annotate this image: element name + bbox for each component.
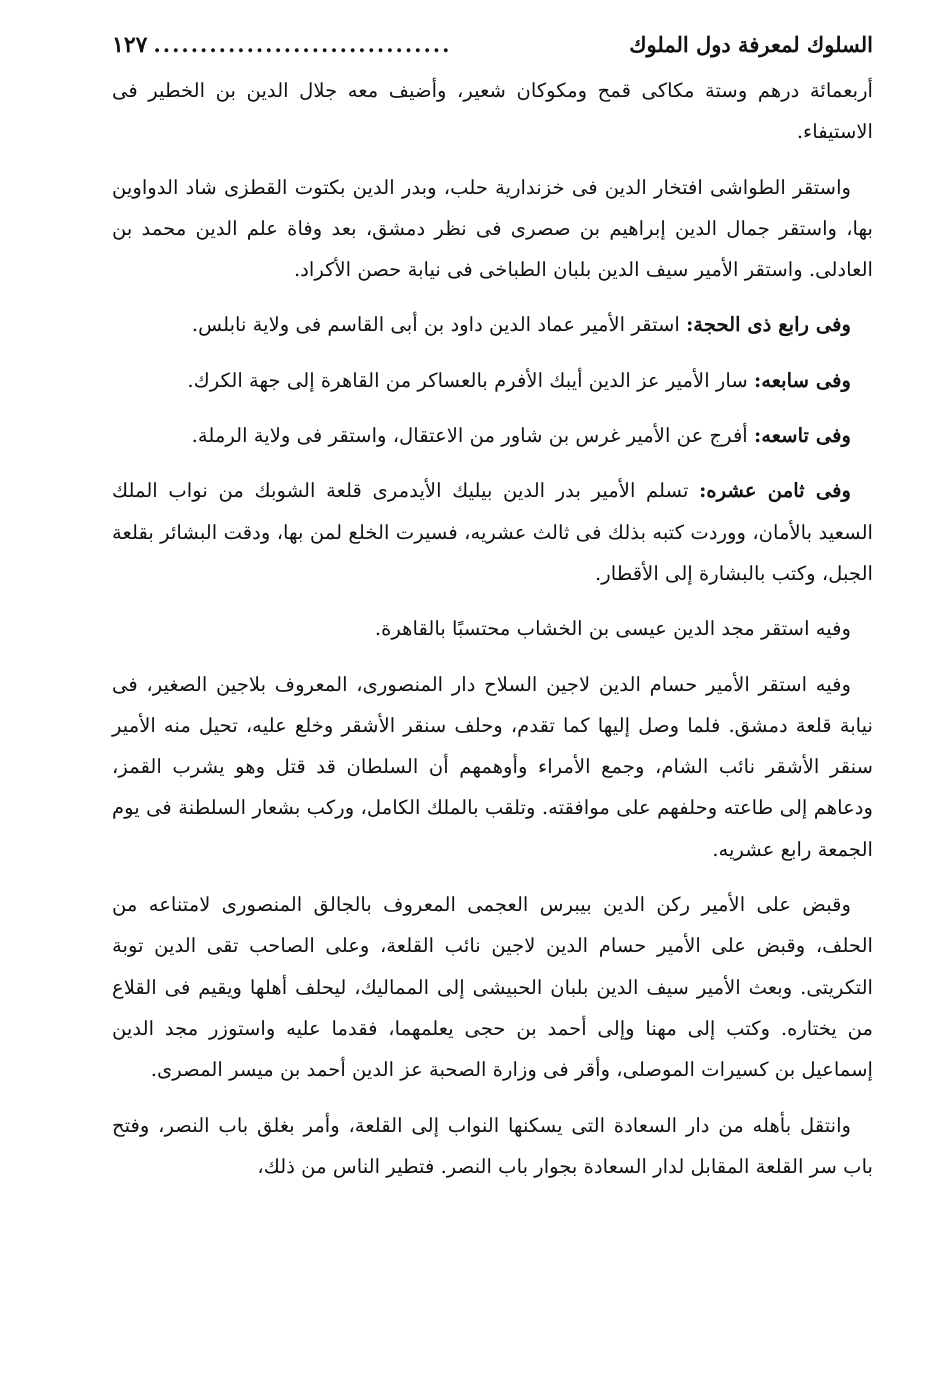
running-title: السلوك لمعرفة دول الملوك [629,32,873,57]
paragraph [112,167,873,291]
paragraph-lead: وفى ثامن عشره: [699,479,851,503]
paragraph-lead: وفى رابع ذى الحجة: [686,313,851,337]
body-text [112,70,873,1187]
paragraph [112,664,873,870]
paragraph [112,415,873,456]
page-number: ١٢٧ [112,32,148,58]
dot-leader: ................................ [153,32,452,57]
paragraph [112,70,873,153]
paragraph [112,360,873,401]
running-header [112,30,873,60]
paragraph-lead: وفى سابعه: [753,368,851,392]
paragraph-text: أفرج عن الأمير غرس بن شاور من الاعتقال، واستقر فى ولاية الرملة. [191,424,754,448]
paragraph-text: تسلم الأمير بدر الدين بيليك الأيدمرى قلعة الشوبك من نواب الملك السعيد بالأمان، ووردت كتبه بذلك فى ثالث عشريه، فسيرت الخلع لمن بها، ودقت البشائر بقلعة الجبل، وكتب بالبشارة إلى الأقطار. [112,479,873,585]
paragraph-lead: وفى تاسعه: [753,424,851,448]
paragraph-text: أربعمائة درهم وستة مكاكى قمح ومكوكان شعير، وأضيف معه جلال الدين بن الخطير فى الاستيفاء. [112,79,873,144]
paragraph [112,470,873,594]
paragraph-text: وانتقل بأهله من دار السعادة التى يسكنها النواب إلى القلعة، وأمر بغلق باب النصر، وفتح باب سر القلعة المقابل لدار السعادة بجوار باب النصر. فتطير الناس من ذلك، [112,1113,873,1178]
paragraph [112,608,873,649]
paragraph-text: واستقر الطواشى افتخار الدين فى خزندارية حلب، وبدر الدين بكتوت القطزى شاد الدواوين بها، واستقر جمال الدين إبراهيم بن صصرى فى نظر دمشق، بعد وفاة علم الدين محمد بن العادلى. واستقر الأمير سيف الدين بلبان الطباخى فى نيابة حصن الأكراد. [112,175,873,282]
paragraph-text: وفيه استقر مجد الدين عيسى بن الخشاب محتسبًا بالقاهرة. [374,617,851,641]
paragraph-text: وقبض على الأمير ركن الدين بيبرس العجمى المعروف بالجالق المنصورى لامتناعه من الحلف، وقبض على الأمير حسام الدين لاجين نائب القلعة، وعلى الصاحب تقى الدين توبة التكريتى. وبعث الأمير سيف الدين بلبان الحبيشى إلى المماليك، ليحلف أهلها ويقيم فى القلاع من يختاره. وكتب إلى مهنا وإلى أحمد بن حجى يعلمهما، فقدما عليه واستوزر مجد الدين إسماعيل بن كسيرات الموصلى، وأقر فى وزارة الصحبة عز الدين أحمد بن ميسر المصرى. [112,893,873,1082]
paragraph-text: سار الأمير عز الدين أيبك الأفرم بالعساكر من القاهرة إلى جهة الكرك. [187,368,754,392]
paragraph [112,1105,873,1188]
paragraph [112,884,873,1090]
paragraph-text: استقر الأمير عماد الدين داود بن أبى القاسم فى ولاية نابلس. [191,313,687,337]
paragraph-text: وفيه استقر الأمير حسام الدين لاجين السلاح دار المنصورى، المعروف بلاجين الصغير، فى نيابة قلعة دمشق. فلما وصل إليها كما تقدم، وحلف سنقر الأشقر وخلع عليه، تحيل منه الأمير سنقر الأشقر نائب الشام، وجمع الأمراء وأوهمهم أن السلطان قد قتل وهو يشرب القمز، ودعاهم إلى طاعته وحلفهم على موافقته. وتلقب بالملك الكامل، وركب بشعار السلطنة فى يوم الجمعة رابع عشريه. [112,672,873,861]
paragraph [112,304,873,345]
